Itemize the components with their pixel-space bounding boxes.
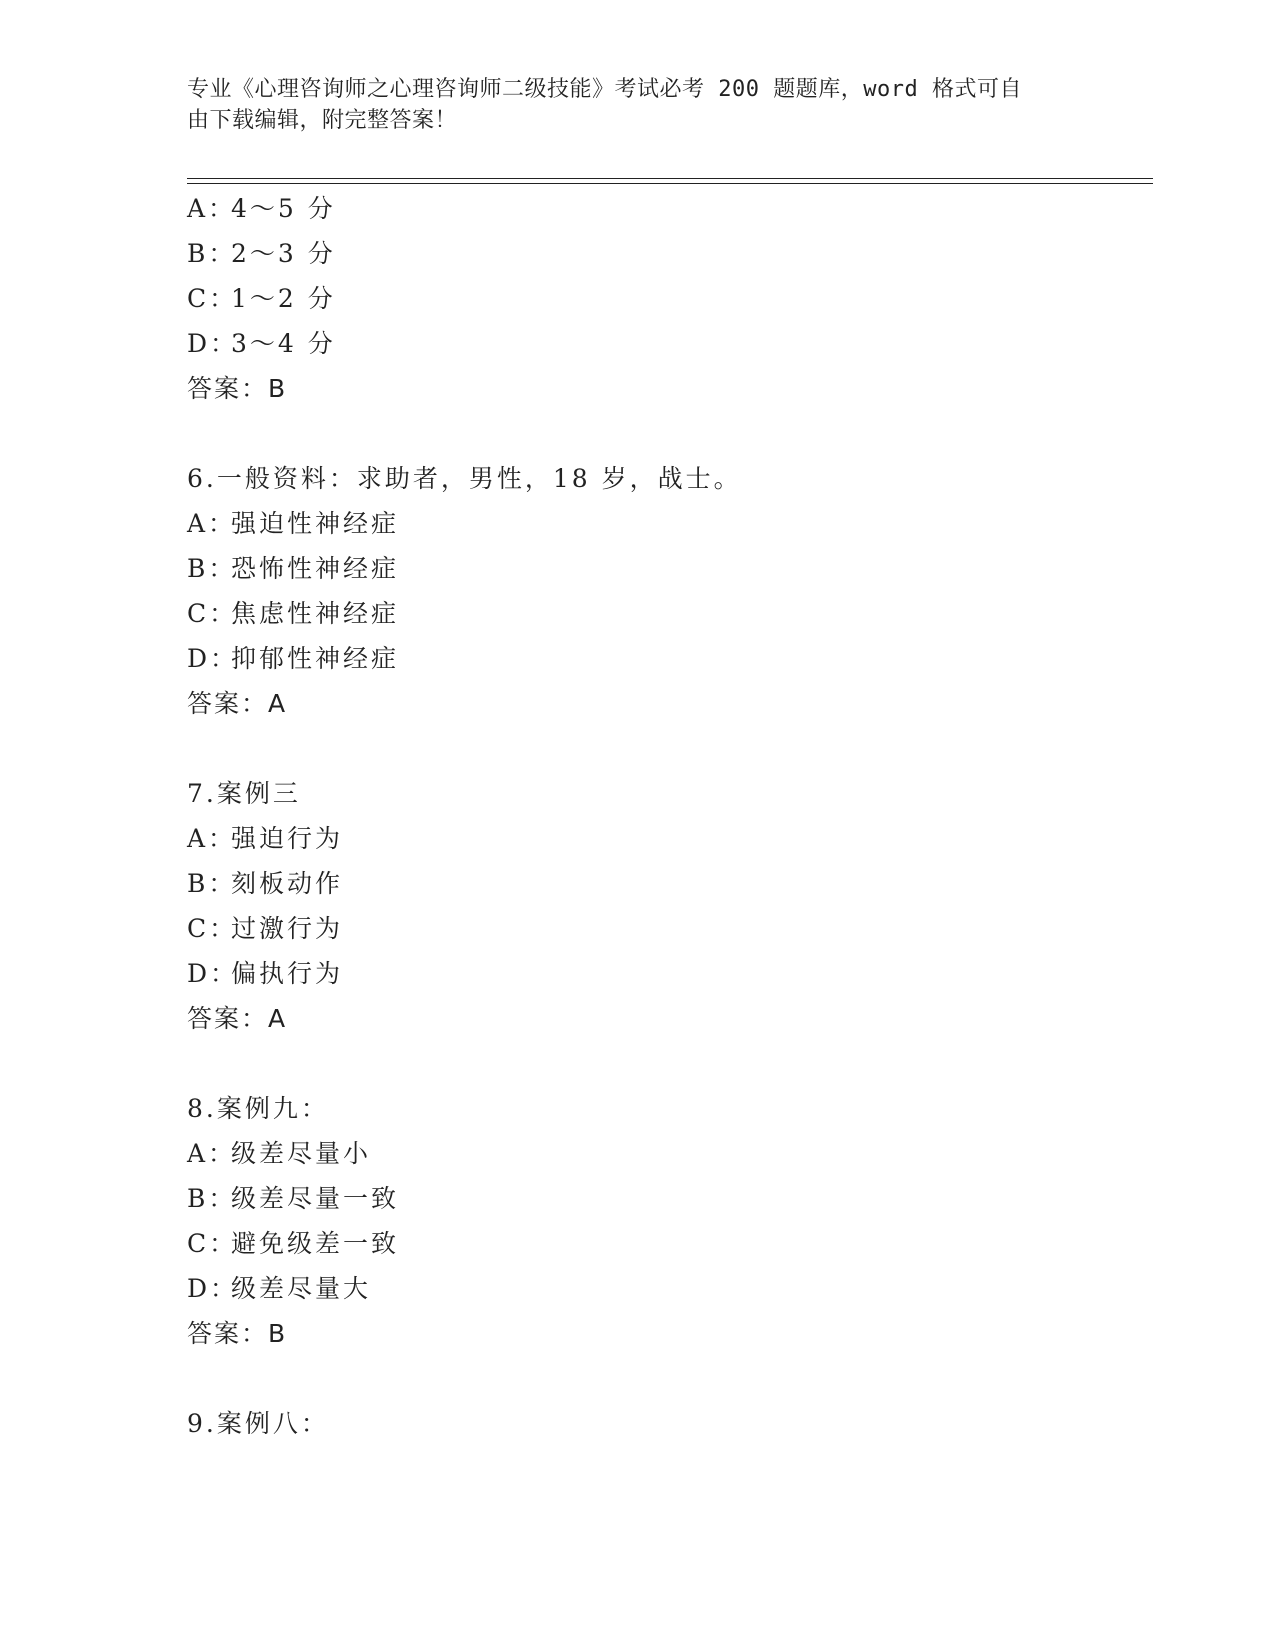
option-c: C：避免级差一致 [187, 1229, 400, 1258]
option-c: C：焦虑性神经症 [187, 599, 400, 628]
answer-line: 答案：B [187, 1319, 288, 1348]
option-b: B：级差尽量一致 [187, 1184, 400, 1213]
answer-line: 答案：A [187, 689, 288, 718]
option-d: D：3～4 分 [187, 329, 336, 358]
question-6: 6.一般资料：求助者，男性，18 岁，战士。 [187, 464, 742, 493]
option-b: B：恐怖性神经症 [187, 554, 400, 583]
option-c: C：1～2 分 [187, 284, 336, 313]
option-a: A：4～5 分 [187, 194, 336, 223]
question-8: 8.案例九： [187, 1094, 329, 1123]
option-a: A：强迫行为 [187, 824, 344, 853]
option-a: A：强迫性神经症 [187, 509, 400, 538]
option-b: B：2～3 分 [187, 239, 336, 268]
option-d: D：偏执行为 [187, 959, 344, 988]
header-line-1: 专业《心理咨询师之心理咨询师二级技能》考试必考 200 题题库，word 格式可自 [187, 77, 1022, 102]
option-d: D：级差尽量大 [187, 1274, 372, 1303]
answer-line: 答案：B [187, 374, 288, 403]
header-divider-bottom [187, 183, 1153, 184]
answer-line: 答案：A [187, 1004, 288, 1033]
header-line-2: 由下载编辑，附完整答案！ [187, 108, 458, 133]
question-7: 7.案例三 [187, 779, 301, 808]
question-9: 9.案例八： [187, 1409, 329, 1438]
option-b: B：刻板动作 [187, 869, 344, 898]
option-d: D：抑郁性神经症 [187, 644, 400, 673]
document-header [187, 74, 1087, 136]
option-a: A：级差尽量小 [187, 1139, 372, 1168]
option-c: C：过激行为 [187, 914, 344, 943]
header-divider-top [187, 178, 1153, 179]
